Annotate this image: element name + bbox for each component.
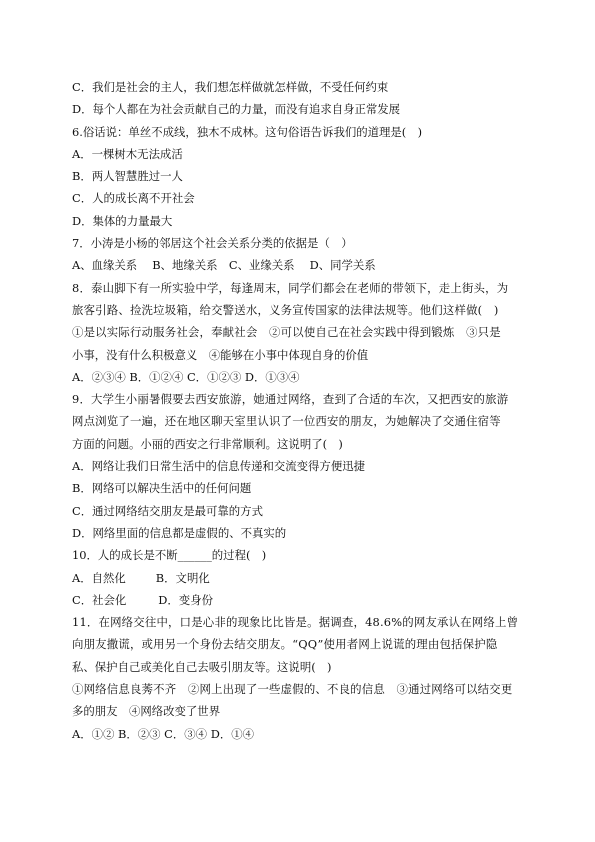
q6-option-a: A．一棵树木无法成活 (72, 146, 183, 161)
q11-statements-line-1: ①网络信息良莠不齐 ②网上出现了一些虚假的、不良的信息 ③通过网络可以结交更 (72, 682, 513, 697)
q6-option-d: D．集体的力量最大 (72, 213, 173, 228)
q11-statements-line-2: 多的朋友 ④网络改变了世界 (72, 704, 221, 719)
q6-stem: 6.俗话说：单丝不成线，独木不成林。这句俗语告诉我们的道理是( ) (72, 124, 423, 139)
q11-stem-line-2: 向朋友撒谎，或用另一个身份去结交朋友。“QQ”使用者网上说谎的理由包括保护隐 (72, 637, 498, 652)
q10-stem: 10．人的成长是不断______的过程( ) (72, 548, 267, 563)
q11-options: A．①② B．②③ C．③④ D．①④ (72, 726, 254, 741)
q10-option-d: D．变身份 (158, 592, 213, 607)
q10-option-c: C．社会化 (72, 592, 127, 607)
q10-option-b: B．文明化 (155, 570, 210, 585)
q9-stem-line-1: 9．大学生小丽暑假要去西安旅游，她通过网络，查到了合适的车次，又把西安的旅游 (72, 392, 509, 407)
q11-stem-line-1: 11．在网络交往中，口是心非的现象比比皆是。据调查，48.6%的网友承认在网络上曾 (72, 615, 519, 630)
q8-statements-line-2: 小事，没有什么积极意义 ④能够在小事中体现自身的价值 (72, 347, 369, 362)
q9-option-b: B．网络可以解决生活中的任何问题 (72, 481, 252, 496)
q8-options: A．②③④ B．①②④ C．①②③ D．①③④ (72, 369, 300, 384)
q8-statements-line-1: ①是以实际行动服务社会，奉献社会 ②可以使自己在社会实践中得到锻炼 ③只是 (72, 325, 501, 340)
q6-option-b: B．两人智慧胜过一人 (72, 169, 183, 184)
q9-stem-line-2: 网点浏览了一遍，还在地区聊天室里认识了一位西安的朋友，为她解决了交通住宿等 (72, 414, 501, 429)
document-page (72, 76, 530, 745)
q10-option-a: A．自然化 (72, 570, 126, 585)
q9-stem-line-3: 方面的问题。小丽的西安之行非常顺利。这说明了( ) (72, 436, 343, 451)
q7-stem: 7．小涛是小杨的邻居这个社会关系分类的依据是（ ） (72, 236, 353, 251)
q11-stem-line-3: 私、保护自己或美化自己去吸引朋友等。这说明( ) (72, 659, 332, 674)
q8-stem-line-2: 旅客引路、捡洗垃圾箱，给交警送水，义务宣传国家的法律法规等。他们这样做( ) (72, 302, 499, 317)
q6-option-c: C．人的成长离不开社会 (72, 191, 195, 206)
q10-options-row-2 (72, 589, 530, 611)
q9-option-a: A．网络让我们日常生活中的信息传递和交流变得方便迅捷 (72, 459, 365, 474)
q5-option-d: D．每个人都在为社会贡献自己的力量，而没有追求自身正常发展 (72, 102, 401, 117)
q8-stem-line-1: 8．泰山脚下有一所实验中学，每逢周末，同学们都会在老师的带领下，走上街头，为 (72, 280, 509, 295)
q9-option-d: D．网络里面的信息都是虚假的、不真实的 (72, 525, 287, 540)
q9-option-c: C．通过网络结交朋友是最可靠的方式 (72, 503, 263, 518)
q5-option-c: C．我们是社会的主人，我们想怎样做就怎样做，不受任何约束 (72, 80, 389, 94)
q10-options-row-1 (72, 567, 530, 589)
q7-options: A、血缘关系 B、地缘关系 C、业缘关系 D、同学关系 (72, 258, 376, 273)
